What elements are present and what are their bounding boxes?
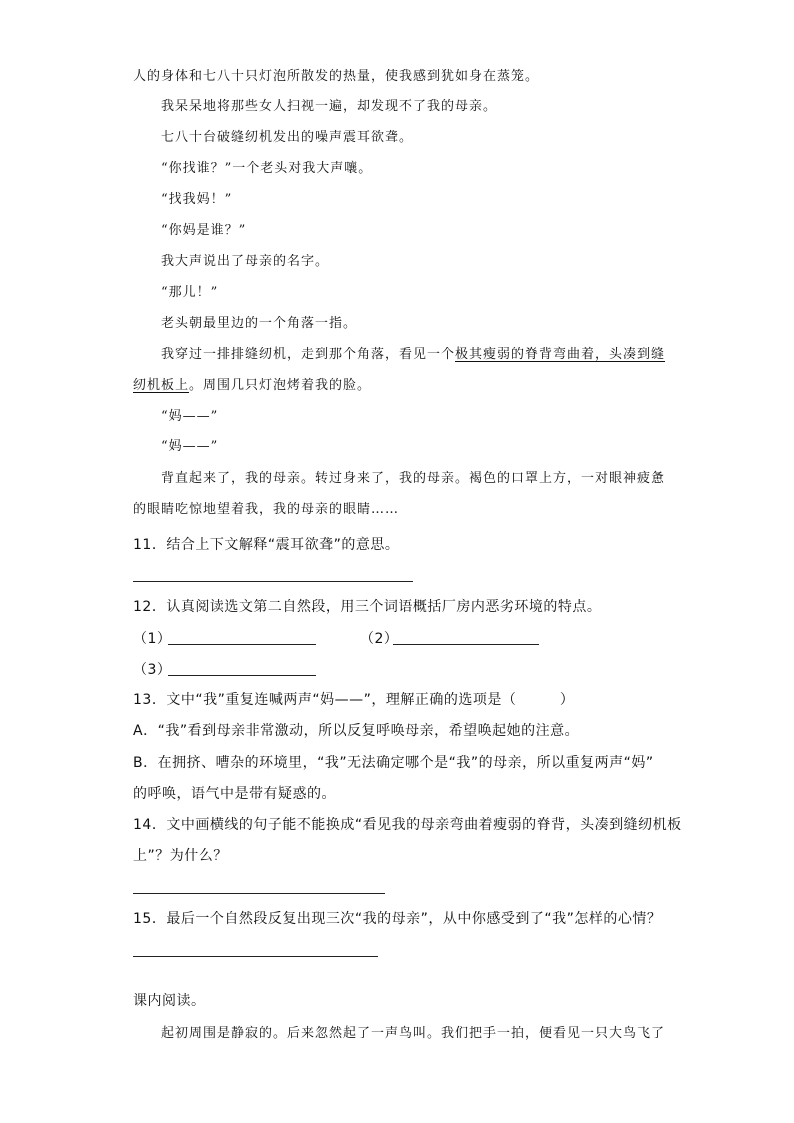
question-14: 14．文中画横线的句子能不能换成“看见我的母亲弯曲着瘦弱的脊背，头凑到缝纫机板 [133,817,682,833]
blank-label: （3） [133,662,172,678]
option-b: B．在拥挤、嘈杂的环境里，“我”无法确定哪个是“我”的母亲，所以重复两声“妈” [133,755,654,771]
answer-line[interactable] [168,644,316,645]
passage-line: 人的身体和七八十只灯泡所散发的热量，使我感到犹如身在蒸笼。 [133,69,540,84]
section-heading: 课内阅读。 [133,993,206,1009]
answer-line[interactable] [133,956,378,957]
answer-line[interactable] [133,581,413,582]
underlined-sentence: 极其瘦弱的脊背弯曲着，头凑到缝 [455,347,666,362]
passage-line: 老头朝最里边的一个角落一指。 [161,316,358,331]
passage-line: 的眼睛吃惊地望着我，我的母亲的眼睛…… [133,502,400,517]
passage-line: “那儿！” [161,285,219,300]
passage-text: 我穿过一排排缝纫机，走到那个角落，看见一个 [161,347,456,362]
answer-line[interactable] [168,675,316,676]
question-14-cont: 上”？为什么？ [133,848,228,864]
passage-line: 我呆呆地将那些女人扫视一遍，却发现不了我的母亲。 [161,99,498,114]
passage-line: 七八十台破缝纫机发出的噪声震耳欲聋。 [161,130,414,145]
option-b-cont: 的呼唤，语气中是带有疑惑的。 [133,786,336,802]
passage-line: 我大声说出了母亲的名字。 [161,254,330,269]
blank-label: （2） [360,631,399,647]
passage-line: “妈——” [161,439,219,454]
answer-line[interactable] [133,893,385,894]
passage-text: 。周围几只灯泡烤着我的脸。 [189,378,372,393]
passage-line: “你找谁？”一个老头对我大声嚷。 [161,161,373,176]
question-15: 15．最后一个自然段反复出现三次“我的母亲”，从中你感受到了“我”怎样的心情？ [133,911,662,927]
passage-line: 起初周围是静寂的。后来忽然起了一声鸟叫。我们把手一拍，便看见一只大鸟飞了 [161,1026,666,1041]
answer-line[interactable] [393,644,539,645]
passage-line [133,377,371,395]
option-a: A．“我”看到母亲非常激动，所以反复呼唤母亲，希望唤起她的注意。 [133,723,580,739]
underlined-sentence: 纫机板上 [133,378,190,393]
passage-line: “妈——” [161,409,219,424]
blank-label: （1） [133,631,172,647]
question-11: 11．结合上下文解释“震耳欲聋”的意思。 [133,537,400,553]
question-12: 12．认真阅读选文第二自然段，用三个词语概括厂房内恶劣环境的特点。 [133,599,602,615]
passage-line: “找我妈！” [161,192,233,207]
passage-line: “你妈是谁？” [161,223,247,238]
passage-line [161,346,665,364]
question-13: 13．文中“我”重复连喊两声“妈——”，理解正确的选项是（ ） [133,692,575,708]
passage-line: 背直起来了，我的母亲。转过身来了，我的母亲。褐色的口罩上方，一对眼神疲惫 [161,471,666,486]
